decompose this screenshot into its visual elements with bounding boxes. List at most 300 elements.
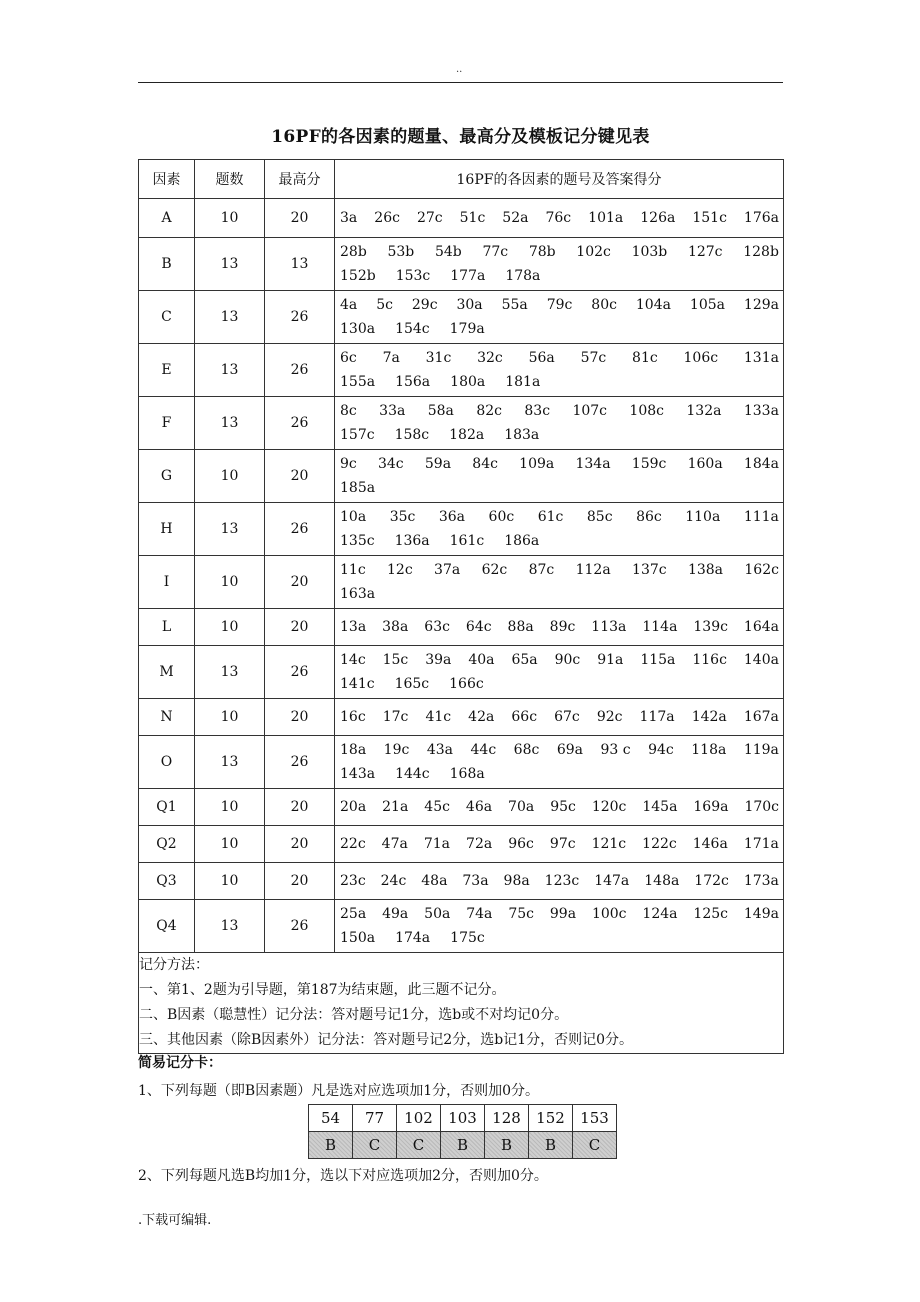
answers-cell: [335, 291, 784, 344]
answer-key: 70a: [508, 799, 535, 815]
note-line: 记分方法：: [139, 957, 209, 973]
answer-key: 76c: [545, 210, 572, 226]
factor-cell: L: [139, 609, 195, 646]
answer-key: 35c: [389, 509, 416, 525]
max-score-cell: 20: [265, 450, 335, 503]
answer-key: 117a: [639, 709, 675, 725]
header-max: 最高分: [265, 160, 335, 199]
table-row: [139, 556, 784, 609]
answer-key: 61c: [537, 509, 564, 525]
answer-key: 5c: [376, 297, 393, 313]
answer-key: 127c: [687, 244, 723, 260]
answer-key: 128b: [743, 244, 779, 260]
max-score-cell: 20: [265, 863, 335, 900]
answer-key: 91a: [597, 652, 624, 668]
max-score-cell: 26: [265, 900, 335, 953]
answer-key: 186a: [504, 533, 540, 549]
answers-cell: [335, 900, 784, 953]
answer-option-cell: C: [573, 1132, 617, 1159]
factor-cell: Q2: [139, 826, 195, 863]
answer-key: 56a: [528, 350, 555, 366]
answer-key: 104a: [635, 297, 671, 313]
answer-key: 162c: [744, 562, 779, 578]
note-line: 三、其他因素（除B因素外）记分法：答对题号记2分，选b记1分，否则记0分。: [139, 1032, 633, 1048]
answer-key: 15c: [382, 652, 409, 668]
answer-key: 114a: [642, 619, 678, 635]
answer-line: [340, 264, 779, 288]
answer-key: 109a: [519, 456, 555, 472]
answer-key: 144c: [395, 766, 430, 782]
footer-note: .下载可编辑.: [138, 1213, 212, 1228]
answer-key: 164a: [743, 619, 779, 635]
answer-key: 38a: [382, 619, 409, 635]
question-number-cell: 152: [529, 1105, 573, 1132]
answer-key: 143a: [340, 766, 376, 782]
answer-key: 113a: [591, 619, 627, 635]
factor-cell: E: [139, 344, 195, 397]
answer-key: 78b: [528, 244, 556, 260]
answer-key: 50a: [424, 906, 451, 922]
answer-key: 157c: [340, 427, 375, 443]
answer-key: 96c: [508, 836, 534, 852]
factor-cell: M: [139, 646, 195, 699]
answer-option-cell: B: [309, 1132, 353, 1159]
note-line: 一、第1、2题为引导题，第187为结束题，此三题不记分。: [139, 982, 506, 998]
count-cell: 10: [195, 556, 265, 609]
answer-key: 26c: [374, 210, 400, 226]
answer-key: 28b: [340, 244, 367, 260]
answer-key: 153c: [395, 268, 431, 284]
question-number-cell: 102: [397, 1105, 441, 1132]
count-cell: 10: [195, 450, 265, 503]
answer-key: 27c: [416, 210, 443, 226]
answer-key: 59a: [424, 456, 452, 472]
note-line: 二、B因素（聪慧性）记分法：答对题号记1分，选b或不对均记0分。: [139, 1007, 569, 1023]
answers-cell: [335, 238, 784, 291]
answer-key: 24c: [380, 873, 407, 889]
scorecard-rule-1: 1、下列每题（即B因素题）凡是选对应选项加1分，否则加0分。: [138, 1083, 540, 1099]
max-score-cell: 20: [265, 789, 335, 826]
factor-cell: G: [139, 450, 195, 503]
count-cell: 13: [195, 900, 265, 953]
answer-key: 94c: [648, 742, 674, 758]
answer-key: 135c: [340, 533, 375, 549]
answer-key: 147a: [594, 873, 630, 889]
answer-line: [340, 293, 779, 317]
answer-key: 103b: [631, 244, 668, 260]
answer-key: 134a: [575, 456, 611, 472]
answer-key: 89c: [549, 619, 576, 635]
answer-key: 171a: [743, 836, 779, 852]
answer-key: 183a: [504, 427, 540, 443]
answer-key: 53b: [387, 244, 415, 260]
header-factor: 因素: [139, 160, 195, 199]
max-score-cell: 26: [265, 344, 335, 397]
table-row: [139, 503, 784, 556]
answer-key: 184a: [743, 456, 779, 472]
question-number-cell: 128: [485, 1105, 529, 1132]
answer-key: 156a: [395, 374, 431, 390]
count-cell: 13: [195, 503, 265, 556]
count-cell: 10: [195, 826, 265, 863]
answer-key: 14c: [340, 652, 366, 668]
answer-key: 122c: [642, 836, 677, 852]
answer-key: 121c: [591, 836, 627, 852]
answer-key: 106c: [683, 350, 719, 366]
answer-key: 39a: [425, 652, 452, 668]
answers-cell: [335, 699, 784, 736]
answer-key: 48a: [421, 873, 448, 889]
answer-key: 111a: [743, 509, 779, 525]
answer-key: 172c: [694, 873, 729, 889]
answer-line: [340, 476, 779, 500]
factor-cell: F: [139, 397, 195, 450]
table-row: [139, 736, 784, 789]
answer-key: 82c: [476, 403, 502, 419]
answer-key: 133a: [743, 403, 779, 419]
answer-line: [340, 705, 779, 729]
answer-key: 71a: [423, 836, 451, 852]
answer-key: 81c: [632, 350, 658, 366]
answer-key: 138a: [687, 562, 724, 578]
answer-key: 75c: [508, 906, 534, 922]
answer-key: 166c: [449, 676, 484, 692]
answer-key: 182a: [449, 427, 485, 443]
answer-key: 57c: [580, 350, 607, 366]
count-cell: 10: [195, 699, 265, 736]
table-row: [139, 199, 784, 238]
table-row: [139, 863, 784, 900]
max-score-cell: 20: [265, 609, 335, 646]
answer-key: 18a: [340, 742, 367, 758]
answer-line: [340, 423, 779, 447]
answer-key: 51c: [459, 210, 486, 226]
answer-key: 69a: [556, 742, 583, 758]
header-count: 题数: [195, 160, 265, 199]
answer-key: 119a: [743, 742, 779, 758]
answer-key: 151c: [692, 210, 727, 226]
answer-key: 97c: [549, 836, 576, 852]
answer-key: 87c: [528, 562, 555, 578]
factor-cell: O: [139, 736, 195, 789]
answers-cell: [335, 789, 784, 826]
answer-key: 125c: [693, 906, 728, 922]
answer-key: 74a: [466, 906, 493, 922]
answer-key: 177a: [450, 268, 486, 284]
answer-key: 11c: [340, 562, 366, 578]
table-row: [139, 826, 784, 863]
answer-key: 32c: [477, 350, 503, 366]
count-cell: 13: [195, 344, 265, 397]
max-score-cell: 26: [265, 736, 335, 789]
answer-key: 63c: [424, 619, 450, 635]
count-cell: 10: [195, 199, 265, 238]
answer-key: 16c: [340, 709, 366, 725]
factor-cell: N: [139, 699, 195, 736]
answer-key: 169a: [693, 799, 729, 815]
factor-table: [138, 159, 784, 1054]
scorecard-answer-row: [309, 1132, 617, 1159]
answer-line: [340, 399, 779, 423]
answers-cell: [335, 826, 784, 863]
table-header-row: [139, 160, 784, 199]
answer-key: 60c: [488, 509, 515, 525]
answer-key: 52a: [502, 210, 529, 226]
table-row: [139, 646, 784, 699]
answer-key: 174a: [395, 930, 431, 946]
table-row: [139, 291, 784, 344]
answer-key: 173a: [743, 873, 779, 889]
question-number-cell: 103: [441, 1105, 485, 1132]
max-score-cell: 26: [265, 503, 335, 556]
answer-key: 30a: [456, 297, 483, 313]
answer-key: 137c: [632, 562, 667, 578]
answer-key: 22c: [340, 836, 366, 852]
count-cell: 10: [195, 789, 265, 826]
answer-line: [340, 902, 779, 926]
answer-key: 77c: [482, 244, 509, 260]
answer-line: [340, 832, 779, 856]
answer-key: 49a: [382, 906, 409, 922]
answer-key: 148a: [644, 873, 680, 889]
answer-key: 17c: [382, 709, 409, 725]
answer-line: [340, 795, 779, 819]
max-score-cell: 13: [265, 238, 335, 291]
answer-key: 4a: [340, 297, 358, 313]
answer-key: 20a: [340, 799, 367, 815]
answer-key: 90c: [554, 652, 581, 668]
answer-key: 185a: [340, 480, 376, 496]
answer-key: 86c: [636, 509, 662, 525]
answer-key: 116c: [692, 652, 727, 668]
answer-key: 132a: [686, 403, 722, 419]
answer-key: 64c: [465, 619, 492, 635]
answer-key: 149a: [743, 906, 779, 922]
answer-key: 65a: [511, 652, 538, 668]
question-number-cell: 153: [573, 1105, 617, 1132]
answer-key: 142a: [691, 709, 727, 725]
answer-line: [340, 672, 779, 696]
answer-key: 141c: [340, 676, 375, 692]
answer-option-cell: B: [485, 1132, 529, 1159]
answer-key: 62c: [481, 562, 508, 578]
answer-key: 165c: [394, 676, 430, 692]
answer-key: 3a: [340, 210, 358, 226]
question-number-cell: 77: [353, 1105, 397, 1132]
answer-key: 158c: [394, 427, 430, 443]
answer-key: 9c: [340, 456, 357, 472]
answer-key: 85c: [586, 509, 613, 525]
answer-key: 115a: [640, 652, 676, 668]
answer-key: 95c: [550, 799, 576, 815]
answers-cell: [335, 344, 784, 397]
answer-key: 40a: [468, 652, 495, 668]
answer-line: [340, 648, 779, 672]
answer-key: 139c: [693, 619, 728, 635]
table-row: [139, 789, 784, 826]
answers-cell: [335, 397, 784, 450]
answer-key: 98a: [503, 873, 530, 889]
count-cell: 13: [195, 397, 265, 450]
answers-cell: [335, 450, 784, 503]
answer-key: 58a: [427, 403, 454, 419]
answer-option-cell: B: [529, 1132, 573, 1159]
answer-key: 155a: [340, 374, 376, 390]
count-cell: 10: [195, 863, 265, 900]
answer-key: 42a: [468, 709, 495, 725]
answer-key: 154c: [395, 321, 430, 337]
answer-line: [340, 452, 779, 476]
answers-cell: [335, 646, 784, 699]
answer-key: 79c: [546, 297, 573, 313]
answer-key: 73a: [462, 873, 489, 889]
factor-cell: H: [139, 503, 195, 556]
answer-key: 99a: [549, 906, 577, 922]
answer-line: [340, 582, 779, 606]
max-score-cell: 20: [265, 699, 335, 736]
factor-cell: I: [139, 556, 195, 609]
answer-key: 41c: [425, 709, 452, 725]
answer-key: 92c: [596, 709, 623, 725]
scoring-notes: [139, 953, 784, 1054]
answer-key: 112a: [575, 562, 611, 578]
answer-key: 29c: [411, 297, 438, 313]
answer-key: 100c: [591, 906, 627, 922]
table-row: [139, 344, 784, 397]
answer-key: 55a: [501, 297, 528, 313]
max-score-cell: 20: [265, 199, 335, 238]
question-number-cell: 54: [309, 1105, 353, 1132]
table-row: [139, 609, 784, 646]
answer-key: 105a: [689, 297, 725, 313]
answer-key: 118a: [691, 742, 727, 758]
answer-key: 54b: [434, 244, 462, 260]
max-score-cell: 26: [265, 397, 335, 450]
table-row: [139, 900, 784, 953]
answer-key: 37a: [434, 562, 461, 578]
answer-key: 140a: [743, 652, 779, 668]
answer-key: 124a: [642, 906, 678, 922]
answer-key: 31c: [425, 350, 452, 366]
answer-key: 131a: [743, 350, 779, 366]
answer-key: 36a: [438, 509, 466, 525]
answers-cell: [335, 736, 784, 789]
answer-key: 179a: [449, 321, 485, 337]
factor-cell: Q1: [139, 789, 195, 826]
answer-key: 23c: [340, 873, 366, 889]
answer-line: [340, 346, 779, 370]
answer-key: 13a: [340, 619, 367, 635]
answer-option-cell: C: [353, 1132, 397, 1159]
count-cell: 13: [195, 291, 265, 344]
answer-line: [340, 370, 779, 394]
table-row: [139, 238, 784, 291]
answer-key: 33a: [379, 403, 406, 419]
answers-cell: [335, 199, 784, 238]
answer-key: 123c: [544, 873, 580, 889]
answer-key: 167a: [743, 709, 779, 725]
answer-key: 7a: [382, 350, 400, 366]
answer-key: 21a: [382, 799, 409, 815]
scorecard-table: [308, 1104, 617, 1159]
header-answers: 16PF的各因素的题号及答案得分: [335, 160, 784, 199]
answer-line: [340, 738, 779, 762]
answer-key: 130a: [340, 321, 376, 337]
answer-key: 129a: [743, 297, 779, 313]
answer-option-cell: B: [441, 1132, 485, 1159]
answer-key: 47a: [381, 836, 408, 852]
factor-cell: Q4: [139, 900, 195, 953]
max-score-cell: 20: [265, 556, 335, 609]
table-row: [139, 397, 784, 450]
answer-key: 44c: [470, 742, 497, 758]
scorecard-question-row: [309, 1105, 617, 1132]
count-cell: 10: [195, 609, 265, 646]
count-cell: 13: [195, 238, 265, 291]
answer-key: 46a: [465, 799, 493, 815]
answer-line: [340, 926, 779, 950]
answer-key: 120c: [591, 799, 627, 815]
answer-key: 83c: [524, 403, 551, 419]
header-mark: ..: [456, 64, 463, 75]
scorecard-title: 简易记分卡：: [138, 1055, 222, 1071]
answer-key: 68c: [513, 742, 540, 758]
answer-option-cell: C: [397, 1132, 441, 1159]
answer-key: 43a: [426, 742, 453, 758]
table-row: [139, 699, 784, 736]
answers-cell: [335, 556, 784, 609]
count-cell: 13: [195, 646, 265, 699]
max-score-cell: 20: [265, 826, 335, 863]
answer-key: 93 c: [600, 742, 631, 758]
answer-key: 108c: [629, 403, 664, 419]
answer-key: 12c: [387, 562, 413, 578]
answer-key: 159c: [631, 456, 667, 472]
answer-key: 175c: [450, 930, 485, 946]
max-score-cell: 26: [265, 291, 335, 344]
answer-key: 163a: [340, 586, 376, 602]
count-cell: 13: [195, 736, 265, 789]
answer-line: [340, 206, 779, 230]
answer-key: 6c: [340, 350, 357, 366]
answer-key: 178a: [505, 268, 541, 284]
answer-key: 84c: [472, 456, 498, 472]
answer-key: 145a: [642, 799, 678, 815]
answer-key: 72a: [466, 836, 493, 852]
answers-cell: [335, 863, 784, 900]
max-score-cell: 26: [265, 646, 335, 699]
answer-key: 102c: [576, 244, 611, 260]
answer-key: 88a: [507, 619, 534, 635]
answer-line: [340, 615, 779, 639]
factor-cell: C: [139, 291, 195, 344]
answer-line: [340, 317, 779, 341]
answer-line: [340, 558, 779, 582]
answer-line: [340, 529, 779, 553]
answer-key: 146a: [692, 836, 728, 852]
answer-key: 45c: [424, 799, 450, 815]
answer-key: 66c: [511, 709, 538, 725]
answer-key: 161c: [449, 533, 485, 549]
answer-key: 80c: [591, 297, 617, 313]
answer-key: 170c: [744, 799, 779, 815]
answer-key: 107c: [572, 403, 607, 419]
page-title: 16PF的各因素的题量、最高分及模板记分键见表: [271, 127, 650, 147]
table-row: [139, 450, 784, 503]
answer-key: 150a: [340, 930, 376, 946]
answer-line: [340, 869, 779, 893]
answer-key: 101a: [588, 210, 624, 226]
